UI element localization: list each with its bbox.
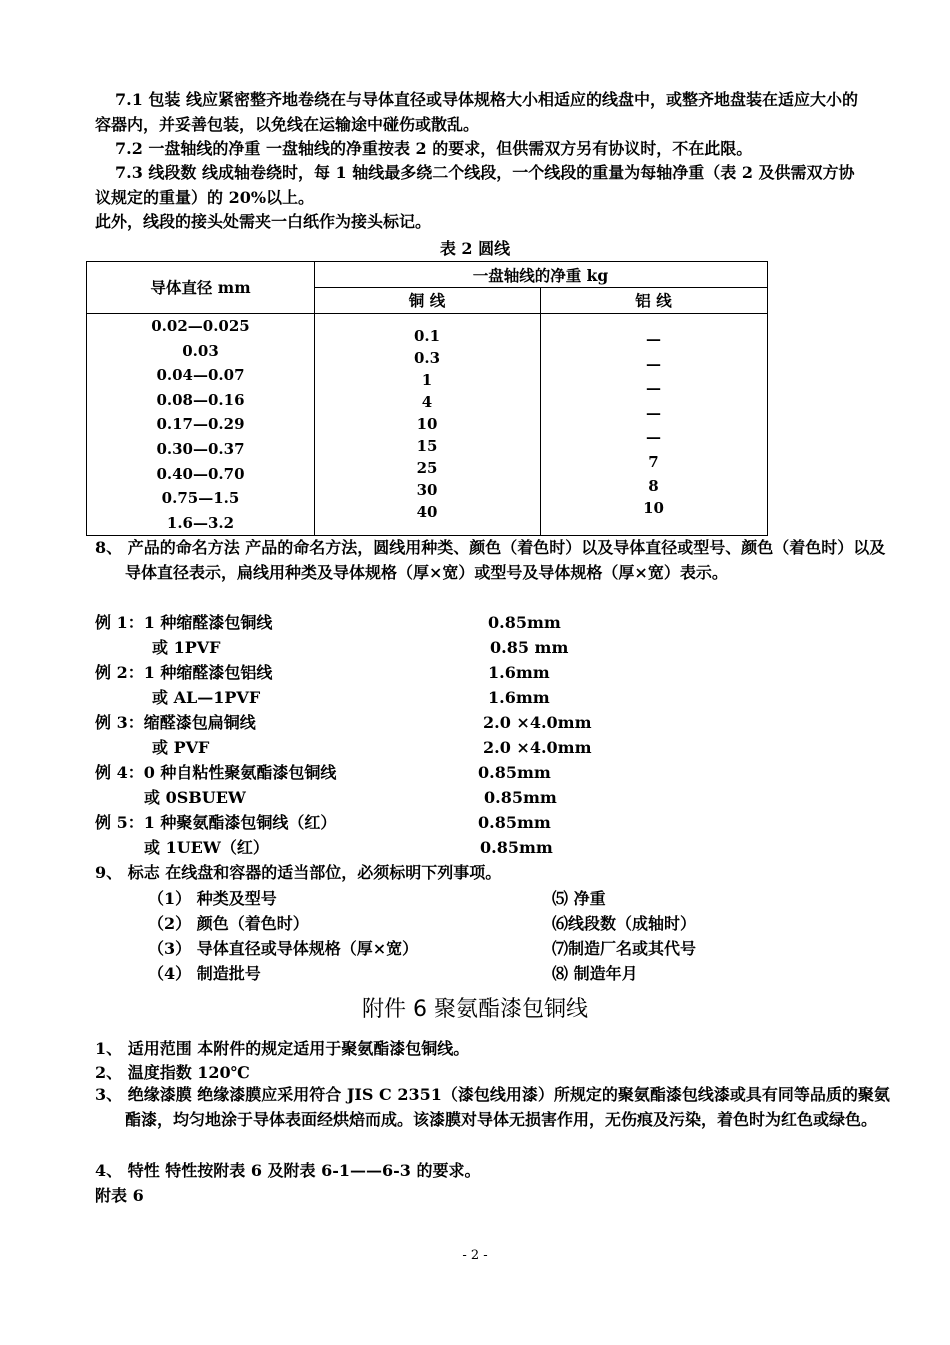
table-cell: 1 xyxy=(421,371,433,389)
table-divider xyxy=(314,287,767,288)
table-cell: 15 xyxy=(416,437,438,455)
example-value: 0.85mm xyxy=(478,763,551,782)
example-label: 例 5：1 种聚氨酯漆包铜线（红） xyxy=(95,813,337,832)
header-aluminum: 铝 线 xyxy=(635,291,672,310)
table-cell: 0.17—0.29 xyxy=(156,415,245,434)
table-cell: 30 xyxy=(416,481,438,499)
table-cell: 25 xyxy=(416,459,438,477)
para-7-3: 7.3 线段数 线成轴卷绕时，每 1 轴线最多绕二个线段，一个线段的重量为每轴净重（表 2 及供需双方协议规定的重量）的 20%以上。 xyxy=(95,163,855,207)
marking-item: （4） 制造批号 xyxy=(148,964,261,983)
table-cell: 0.30—0.37 xyxy=(156,439,245,458)
annex-para-2: 2、 温度指数 120℃ xyxy=(95,1063,250,1082)
table-cell: 0.40—0.70 xyxy=(156,464,245,483)
table-cell: — xyxy=(646,428,661,446)
para-7-1: 7.1 包装 线应紧密整齐地卷绕在与导体直径或导体规格大小相适应的线盘中，或整齐地盘装在适应大小的容器内，并妥善包装，以免线在运输途中碰伤或散乱。 xyxy=(95,90,858,134)
example-label: 例 2：1 种缩醛漆包铝线 xyxy=(95,663,273,682)
example-value: 2.0 ×4.0mm xyxy=(483,713,592,732)
table-cell: 0.1 xyxy=(413,327,441,345)
annex-para-1: 1、 适用范围 本附件的规定适用于聚氨酯漆包铜线。 xyxy=(95,1039,470,1058)
table-cell: 7 xyxy=(648,452,659,471)
example-label: 或 1UEW（红） xyxy=(144,838,269,857)
marking-item: ⑻ 制造年月 xyxy=(552,964,638,983)
table-caption: 表 2 圆线 xyxy=(439,239,511,258)
header-net-weight: 一盘轴线的净重 kg xyxy=(472,266,609,285)
example-value: 0.85 mm xyxy=(490,638,569,657)
table-cell: 0.75—1.5 xyxy=(161,489,240,508)
table-cell: 1.6—3.2 xyxy=(166,513,235,532)
example-label: 例 4：0 种自粘性聚氨酯漆包铜线 xyxy=(95,763,337,782)
table-2-round-wire xyxy=(86,261,768,536)
table-cell: 0.3 xyxy=(413,349,441,367)
table-cell: — xyxy=(646,403,661,422)
example-value: 0.85mm xyxy=(484,788,557,807)
table-cell: 4 xyxy=(421,393,433,411)
marking-item: ⑸ 净重 xyxy=(552,889,606,908)
example-value: 0.85mm xyxy=(480,838,553,857)
aluminum-column xyxy=(540,328,767,519)
table-cell: — xyxy=(646,330,661,348)
table-cell: 10 xyxy=(643,498,664,517)
example-value: 0.85mm xyxy=(488,613,561,632)
example-label: 或 PVF xyxy=(152,738,210,757)
header-diameter: 导体直径 mm xyxy=(150,278,251,297)
example-label: 或 AL—1PVF xyxy=(152,688,261,707)
annex-6-title: 附件 6 聚氨酯漆包铜线 xyxy=(362,997,588,1022)
table-cell: — xyxy=(646,379,661,397)
marking-item: ⑺制造厂名或其代号 xyxy=(552,939,697,958)
diameter-column xyxy=(87,314,314,535)
marking-item: （2） 颜色（着色时） xyxy=(148,914,309,933)
table-cell: 0.04—0.07 xyxy=(156,366,245,385)
marking-item: （1） 种类及型号 xyxy=(148,889,277,908)
annex-para-3: 3、 绝缘漆膜 绝缘漆膜应采用符合 JIS C 2351（漆包线用漆）所规定的聚氨酯漆包线漆或具有同等品质的聚氨酯漆，均匀地涂于导体表面经烘焙而成。该漆膜对导体无损害作用，无伤痕及污染，着色时为红色或绿色。 xyxy=(95,1085,890,1129)
marking-item: （3） 导体直径或导体规格（厚×宽） xyxy=(148,939,419,958)
para-7-2: 7.2 一盘轴线的净重 一盘轴线的净重按表 2 的要求，但供需双方另有协议时，不在此限。 xyxy=(115,139,753,158)
para-9-title: 9、 标志 在线盘和容器的适当部位，必须标明下列事项。 xyxy=(95,863,502,882)
copper-column xyxy=(314,325,540,523)
table-cell: 0.02—0.025 xyxy=(151,317,250,335)
annex-para-4: 4、 特性 特性按附表 6 及附表 6-1——6-3 的要求。 xyxy=(95,1161,481,1180)
table-cell: — xyxy=(646,354,661,373)
example-label: 例 3：缩醛漆包扁铜线 xyxy=(95,713,256,732)
example-value: 0.85mm xyxy=(478,813,551,832)
annex-table-6-label: 附表 6 xyxy=(95,1186,144,1205)
para-7-3-note: 此外，线段的接头处需夹一白纸作为接头标记。 xyxy=(95,212,432,231)
example-value: 1.6mm xyxy=(488,688,550,707)
marking-item: ⑹线段数（成轴时） xyxy=(552,914,697,933)
table-cell: 8 xyxy=(648,476,659,495)
table-cell: 0.08—0.16 xyxy=(156,390,245,409)
example-label: 例 1：1 种缩醛漆包铜线 xyxy=(95,613,273,632)
para-8: 8、 产品的命名方法 产品的命名方法，圆线用种类、颜色（着色时）以及导体直径或型号、颜色（着色时）以及导体直径表示，扁线用种类及导体规格（厚×宽）或型号及导体规格（厚×宽）表示。 xyxy=(95,538,886,582)
header-copper: 铜 线 xyxy=(408,291,446,310)
example-value: 2.0 ×4.0mm xyxy=(483,738,592,757)
page-number: - 2 - xyxy=(462,1248,488,1263)
table-cell: 40 xyxy=(416,503,438,521)
example-label: 或 0SBUEW xyxy=(144,788,246,807)
table-cell: 0.03 xyxy=(182,341,219,360)
example-value: 1.6mm xyxy=(488,663,550,682)
table-cell: 10 xyxy=(416,415,438,433)
example-label: 或 1PVF xyxy=(152,638,221,657)
